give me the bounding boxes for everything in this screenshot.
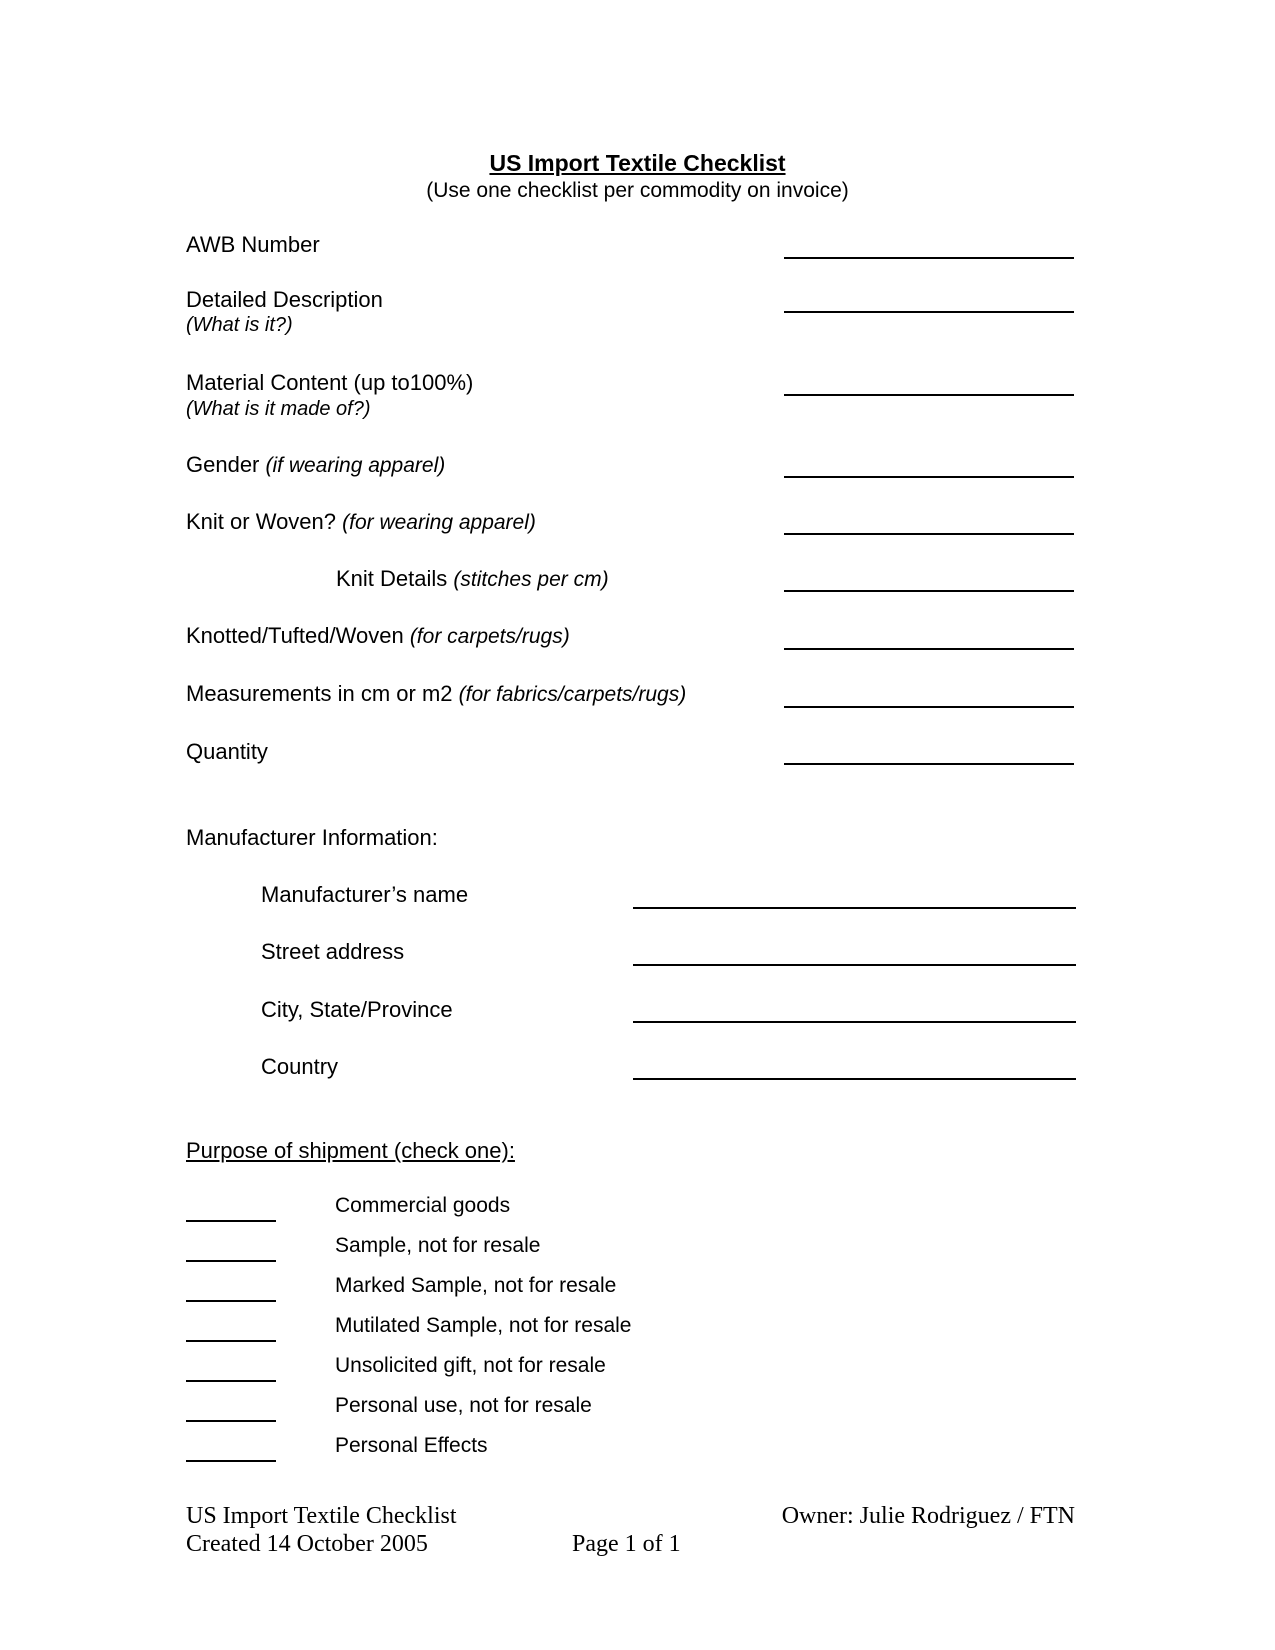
purpose-option-personal-effects: Personal Effects: [335, 1434, 488, 1457]
awb-number-blank[interactable]: [784, 257, 1074, 259]
purpose-option-commercial-goods: Commercial goods: [335, 1194, 511, 1217]
purpose-checkbox-mutilated-sample[interactable]: [186, 1340, 276, 1342]
country-label: Country: [261, 1054, 339, 1079]
field-label-detailed-description: Detailed Description: [186, 287, 383, 312]
field-label-measurements: Measurements in cm or m2 (for fabrics/carpets/rugs): [186, 681, 687, 706]
page-subtitle: (Use one checklist per commodity on invoice): [426, 179, 849, 202]
purpose-option-sample: Sample, not for resale: [335, 1234, 541, 1257]
quantity-blank[interactable]: [784, 763, 1074, 765]
field-label-material-content: Material Content (up to100%): [186, 370, 474, 395]
field-label-knit-details: Knit Details (stitches per cm): [336, 566, 609, 591]
field-note-gender: (if wearing apparel): [265, 454, 446, 477]
purpose-checkbox-unsolicited-gift[interactable]: [186, 1380, 276, 1382]
field-note-knit-or-woven: (for wearing apparel): [342, 511, 536, 534]
field-hint-material-content: (What is it made of?): [186, 398, 371, 420]
field-note-knit-details: (stitches per cm): [453, 568, 609, 591]
field-label-awb-number: AWB Number: [186, 232, 320, 257]
street-address-blank[interactable]: [633, 964, 1076, 966]
field-label-knit-or-woven: Knit or Woven? (for wearing apparel): [186, 509, 536, 534]
measurements-blank[interactable]: [784, 706, 1074, 708]
purpose-checkbox-personal-effects[interactable]: [186, 1460, 276, 1462]
purpose-checkbox-marked-sample[interactable]: [186, 1300, 276, 1302]
manufacturer-name-label: Manufacturer’s name: [261, 882, 469, 907]
detailed-description-blank[interactable]: [784, 311, 1074, 313]
purpose-option-mutilated-sample: Mutilated Sample, not for resale: [335, 1314, 632, 1337]
knit-details-blank[interactable]: [784, 590, 1074, 592]
footer-doc-title: US Import Textile Checklist: [186, 1503, 457, 1529]
knotted-tufted-woven-blank[interactable]: [784, 648, 1074, 650]
manufacturer-heading: Manufacturer Information:: [186, 825, 438, 850]
purpose-option-unsolicited-gift: Unsolicited gift, not for resale: [335, 1354, 606, 1377]
country-blank[interactable]: [633, 1078, 1076, 1080]
purpose-checkbox-sample[interactable]: [186, 1260, 276, 1262]
purpose-checkbox-personal-use[interactable]: [186, 1420, 276, 1422]
field-note-measurements: (for fabrics/carpets/rugs): [458, 683, 687, 706]
field-hint-detailed-description: (What is it?): [186, 314, 293, 336]
footer-owner: Owner: Julie Rodriguez / FTN: [781, 1503, 1075, 1529]
footer-page-number: Page 1 of 1: [572, 1531, 681, 1557]
city-state-blank[interactable]: [633, 1021, 1076, 1023]
page-title: US Import Textile Checklist: [489, 150, 786, 176]
field-label-quantity: Quantity: [186, 739, 268, 764]
field-label-knotted-tufted-woven: Knotted/Tufted/Woven (for carpets/rugs): [186, 623, 570, 648]
field-note-knotted-tufted-woven: (for carpets/rugs): [409, 625, 570, 648]
manufacturer-name-blank[interactable]: [633, 907, 1076, 909]
street-address-label: Street address: [261, 939, 405, 964]
knit-or-woven-blank[interactable]: [784, 533, 1074, 535]
city-state-label: City, State/Province: [261, 997, 453, 1022]
purpose-checkbox-commercial-goods[interactable]: [186, 1220, 276, 1222]
gender-blank[interactable]: [784, 476, 1074, 478]
purpose-heading: Purpose of shipment (check one):: [186, 1138, 515, 1163]
material-content-blank[interactable]: [784, 394, 1074, 396]
purpose-option-personal-use: Personal use, not for resale: [335, 1394, 592, 1417]
footer-created-date: Created 14 October 2005: [186, 1531, 428, 1557]
field-label-gender: Gender (if wearing apparel): [186, 452, 446, 477]
purpose-option-marked-sample: Marked Sample, not for resale: [335, 1274, 617, 1297]
